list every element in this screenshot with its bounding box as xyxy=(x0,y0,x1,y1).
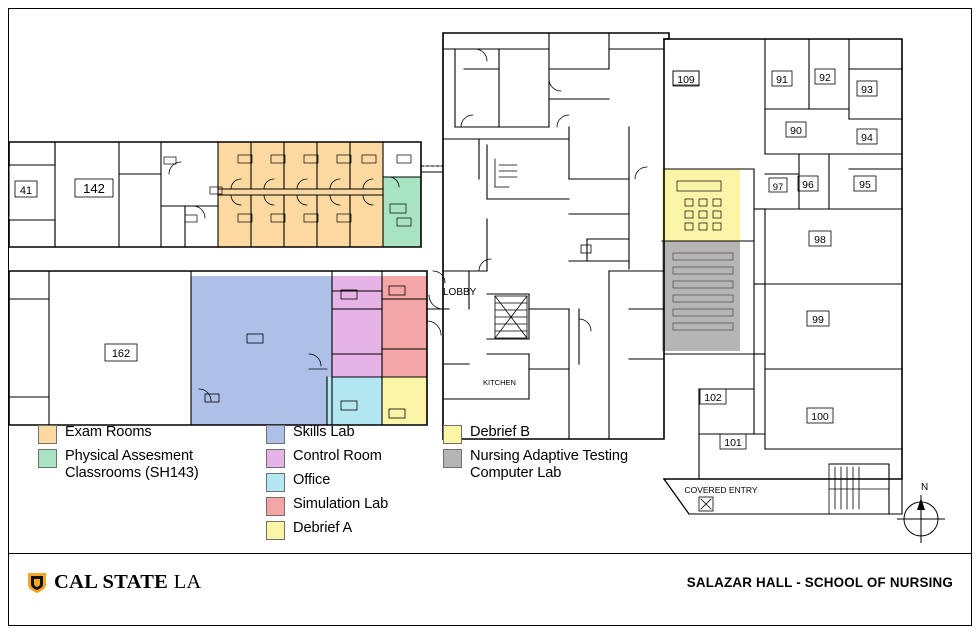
compass-rose xyxy=(895,482,947,544)
room-number: 95 xyxy=(859,179,871,191)
legend-column-3 xyxy=(443,424,633,486)
legend-label: Simulation Lab xyxy=(293,496,389,512)
area-label-covered-entry: COVERED ENTRY xyxy=(684,485,758,495)
room-number: 99 xyxy=(812,314,824,326)
legend-label: Office xyxy=(293,472,331,488)
shield-icon xyxy=(27,572,47,594)
room-number: 102 xyxy=(704,392,722,404)
legend-swatch-debrief-a xyxy=(266,521,285,540)
room-number: 94 xyxy=(861,132,873,144)
room-number: 162 xyxy=(111,348,131,360)
compass-north-label: N xyxy=(921,482,929,493)
legend-item xyxy=(443,424,633,444)
legend-item xyxy=(38,448,253,482)
legend-swatch-office xyxy=(266,473,285,492)
room-number: 41 xyxy=(19,185,33,197)
room-number: 91 xyxy=(776,74,788,86)
legend-swatch-physical-assessment xyxy=(38,449,57,468)
legend-item xyxy=(266,448,441,468)
legend-swatch-exam-rooms xyxy=(38,425,57,444)
legend-label: Debrief A xyxy=(293,520,353,536)
brand-text xyxy=(54,571,202,594)
legend-item xyxy=(266,496,441,516)
legend-column-1 xyxy=(38,424,253,486)
room-number: 109 xyxy=(677,74,695,86)
legend-item xyxy=(38,424,253,444)
brand-lockup xyxy=(27,571,202,594)
legend-item xyxy=(266,424,441,444)
area-label-lobby: LOBBY xyxy=(443,287,477,298)
legend-swatch-computer-lab xyxy=(443,449,462,468)
legend-swatch-control-room xyxy=(266,449,285,468)
legend-swatch-skills-lab xyxy=(266,425,285,444)
legend-item xyxy=(266,520,441,540)
room-number: 142 xyxy=(83,181,105,196)
room-number: 100 xyxy=(811,411,829,423)
legend-item xyxy=(443,448,633,482)
legend-label: Physical Assesment Classrooms (SH143) xyxy=(65,448,199,481)
room-number: 98 xyxy=(814,234,826,246)
map-title: SALAZAR HALL - SCHOOL OF NURSING xyxy=(686,575,953,590)
brand-text-light: LA xyxy=(173,571,202,593)
legend-label: Nursing Adaptive Testing Computer Lab xyxy=(470,448,628,481)
area-label-kitchen: KITCHEN xyxy=(483,378,516,387)
room-number: 101 xyxy=(724,437,742,449)
brand-text-bold: CAL STATE xyxy=(54,571,169,593)
legend-label: Debrief B xyxy=(470,424,530,440)
legend-label: Control Room xyxy=(293,448,382,464)
room-number: 92 xyxy=(819,72,831,84)
legend-item xyxy=(266,472,441,492)
legend-label: Skills Lab xyxy=(293,424,355,440)
room-number: 96 xyxy=(802,179,814,191)
room-number: 93 xyxy=(861,84,873,96)
room-number: 90 xyxy=(790,125,802,137)
legend-swatch-debrief-b xyxy=(443,425,462,444)
legend-label: Exam Rooms xyxy=(65,424,152,440)
legend-swatch-simulation-lab xyxy=(266,497,285,516)
legend-column-2 xyxy=(266,424,441,544)
footer xyxy=(9,554,971,617)
room-number: 97 xyxy=(772,182,784,193)
